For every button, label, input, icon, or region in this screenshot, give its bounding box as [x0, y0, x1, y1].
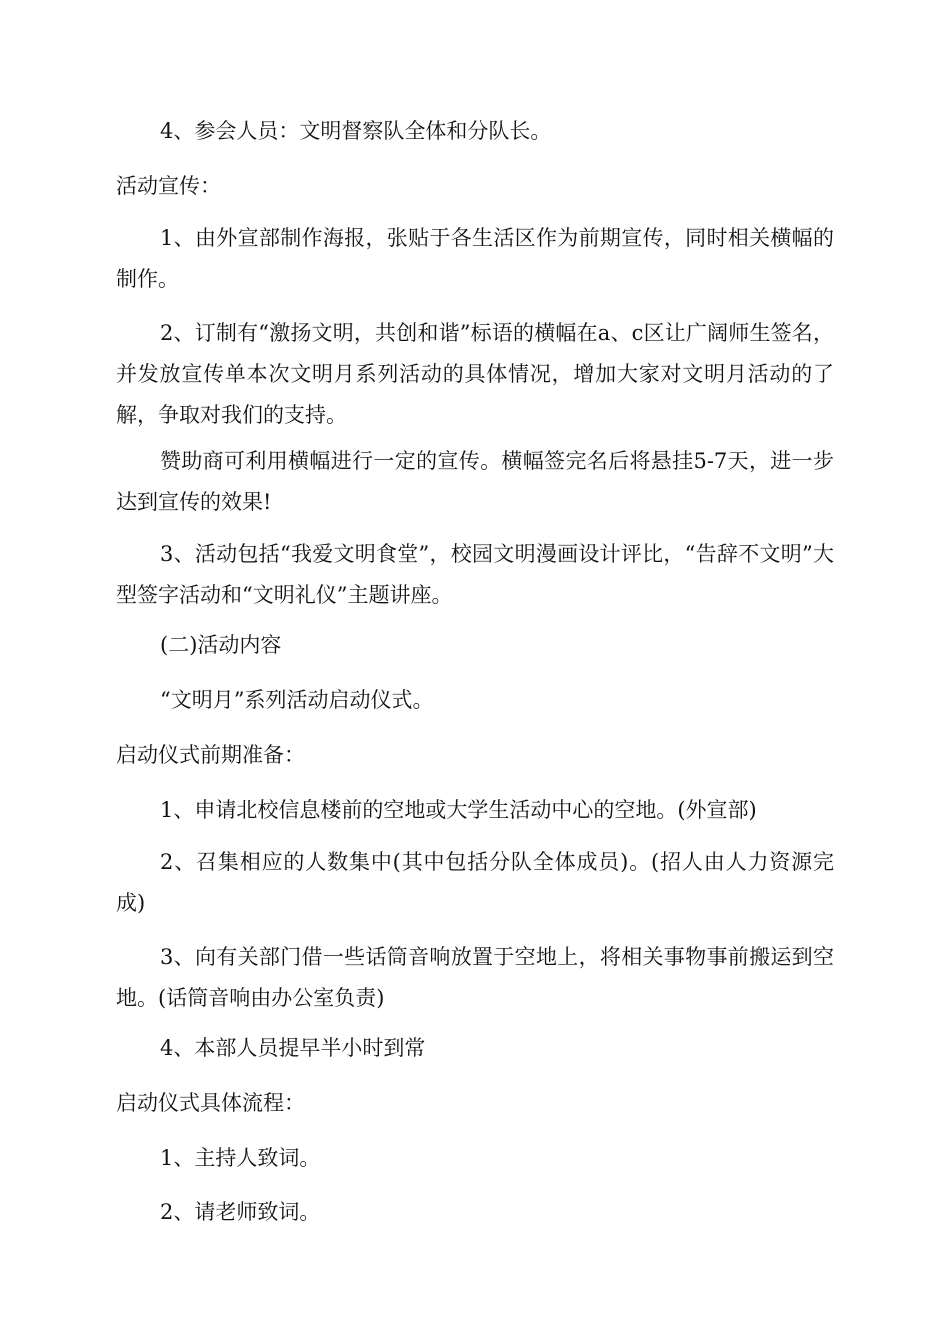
- heading-procedure: 启动仪式具体流程：: [116, 1091, 305, 1115]
- paragraph-prep-4: 4、本部人员提早半小时到常: [160, 1036, 426, 1060]
- paragraph-sponsor: 赞助商可利用横幅进行一定的宣传。横幅签完名后将悬挂5-7天，进一步达到宣传的效果!: [116, 449, 834, 514]
- paragraph-procedure-1: 1、主持人致词。: [160, 1146, 321, 1170]
- paragraph-prep-1: 1、申请北校信息楼前的空地或大学生活动中心的空地。(外宣部): [160, 798, 757, 822]
- paragraph-launch-ceremony: “文明月”系列活动启动仪式。: [160, 688, 434, 712]
- section-heading-content: (二)活动内容: [160, 633, 282, 657]
- heading-preparation: 启动仪式前期准备：: [116, 743, 305, 767]
- paragraph-prep-2: 2、召集相应的人数集中(其中包括分队全体成员)。(招人由人力资源完成): [116, 850, 834, 915]
- paragraph-publicity-2: 2、订制有“激扬文明，共创和谐”标语的横幅在a、c区让广阔师生签名，并发放宣传单本次文明月系列活动的具体情况，增加大家对文明月活动的了解，争取对我们的支持。: [116, 321, 834, 427]
- paragraph-attendees: 4、参会人员：文明督察队全体和分队长。: [160, 119, 552, 143]
- paragraph-prep-3: 3、向有关部门借一些话筒音响放置于空地上，将相关事物事前搬运到空地。(话筒音响由办公室负责): [116, 945, 834, 1010]
- paragraph-publicity-3: 3、活动包括“我爱文明食堂”，校园文明漫画设计评比，“告辞不文明”大型签字活动和“文明礼仪”主题讲座。: [116, 542, 834, 607]
- paragraph-procedure-2: 2、请老师致词。: [160, 1200, 321, 1224]
- heading-publicity: 活动宣传：: [116, 174, 221, 198]
- paragraph-publicity-1: 1、由外宣部制作海报，张贴于各生活区作为前期宣传，同时相关横幅的制作。: [116, 226, 834, 291]
